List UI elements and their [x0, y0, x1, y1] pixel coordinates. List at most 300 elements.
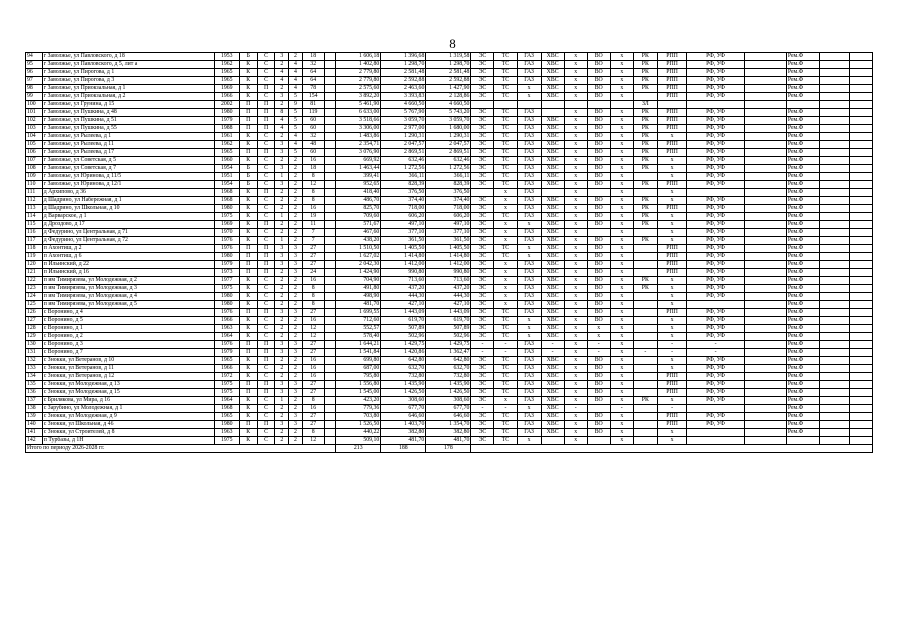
table-cell: 677,70	[381, 405, 426, 413]
table-cell: К	[239, 317, 257, 325]
table-cell	[324, 357, 336, 365]
table-cell: Рем.Ф	[786, 285, 820, 293]
table-cell: С	[257, 285, 275, 293]
table-cell: РПП	[657, 253, 686, 261]
table-cell: х	[564, 365, 587, 373]
table-cell: 1	[275, 237, 289, 245]
table-cell: ХВС	[541, 429, 564, 437]
table-cell: 1970	[214, 229, 239, 237]
table-cell: ВО	[587, 253, 610, 261]
table-row	[26, 205, 873, 213]
table-cell: Рем.Ф	[786, 133, 820, 141]
table-cell: ВО	[587, 165, 610, 173]
total-area2: 178	[426, 445, 471, 453]
table-cell: К	[239, 429, 257, 437]
table-cell: х	[610, 181, 633, 189]
table-cell: 107	[26, 157, 43, 165]
table-cell: -	[494, 405, 517, 413]
table-cell: 3	[275, 93, 289, 101]
table-cell: ТС	[494, 309, 517, 317]
table-cell: ВО	[587, 85, 610, 93]
table-cell: 2	[289, 181, 303, 189]
table-cell: РФ, УФ	[687, 237, 745, 245]
table-cell: х	[494, 277, 517, 285]
table-cell: 2 354,71	[336, 141, 381, 149]
table-cell: 374,40	[426, 197, 471, 205]
table-cell: 491,80	[336, 285, 381, 293]
table-cell: ГАЗ	[517, 77, 541, 85]
table-cell: ТС	[494, 437, 517, 445]
table-cell: 131	[26, 349, 43, 357]
table-cell: ГАЗ	[517, 197, 541, 205]
table-cell: с Знокки, ул Ветеранов, д 11	[42, 365, 214, 373]
table-cell	[633, 325, 657, 333]
table-cell: 502,96	[426, 333, 471, 341]
table-cell: д Федурино, ул Центральная, д 71	[42, 229, 214, 237]
table-cell: х	[610, 125, 633, 133]
table-cell: ВО	[587, 301, 610, 309]
table-cell	[541, 101, 564, 109]
table-cell: ЭС	[471, 205, 494, 213]
table-cell: х	[610, 133, 633, 141]
table-cell-empty	[849, 229, 872, 237]
table-cell: 3	[289, 389, 303, 397]
table-cell	[324, 253, 336, 261]
table-cell: -	[564, 405, 587, 413]
table-cell: -	[494, 341, 517, 349]
table-cell: ХВС	[541, 325, 564, 333]
table-cell: РФ, УФ	[687, 149, 745, 157]
table-cell: ВО	[587, 221, 610, 229]
table-cell	[541, 437, 564, 445]
table-cell: -	[610, 405, 633, 413]
table-cell: 135	[26, 381, 43, 389]
table-cell: 1 298,70	[426, 61, 471, 69]
table-cell: х	[494, 205, 517, 213]
table-cell: ЭС	[471, 245, 494, 253]
table-cell: К	[239, 293, 257, 301]
table-cell-empty	[820, 245, 849, 253]
table-cell: С	[257, 205, 275, 213]
table-cell: С	[257, 373, 275, 381]
table-cell	[324, 349, 336, 357]
table-cell-empty	[849, 141, 872, 149]
table-row	[26, 117, 873, 125]
table-cell: х	[657, 317, 686, 325]
table-cell: г Заволжье, ул Рылеева, д 1	[42, 133, 214, 141]
table-cell: -	[587, 349, 610, 357]
table-cell: 115	[26, 221, 43, 229]
table-cell: 12	[302, 325, 324, 333]
table-cell: 3	[275, 181, 289, 189]
table-cell: ЭС	[471, 333, 494, 341]
table-cell: РПП	[657, 245, 686, 253]
table-cell: 3 892,20	[336, 93, 381, 101]
table-cell: х	[657, 285, 686, 293]
table-cell: 8	[302, 197, 324, 205]
table-cell: 2	[275, 197, 289, 205]
table-cell: 140	[26, 421, 43, 429]
table-cell: х	[610, 357, 633, 365]
table-cell: РФ, УФ	[687, 61, 745, 69]
table-row	[26, 245, 873, 253]
table-cell-empty	[849, 157, 872, 165]
table-cell: К	[239, 205, 257, 213]
table-cell: 2	[289, 429, 303, 437]
table-cell: 1 272,56	[381, 165, 426, 173]
table-cell: 3 076,90	[336, 149, 381, 157]
table-row	[26, 125, 873, 133]
table-cell: 117	[26, 237, 43, 245]
table-cell: х	[657, 277, 686, 285]
table-cell: 2 977,00	[381, 125, 426, 133]
table-cell	[633, 93, 657, 101]
table-cell: 481,70	[381, 437, 426, 445]
table-cell: ВО	[587, 181, 610, 189]
table-cell: х	[564, 85, 587, 93]
table-cell: х	[517, 325, 541, 333]
table-cell: х	[517, 405, 541, 413]
table-cell: ГАЗ	[517, 69, 541, 77]
table-cell: 1 272,56	[426, 165, 471, 173]
table-cell	[744, 309, 786, 317]
table-cell-empty	[849, 389, 872, 397]
table-cell: Рем.Ф	[786, 149, 820, 157]
table-row	[26, 405, 873, 413]
table-cell	[324, 77, 336, 85]
table-cell: РК	[633, 157, 657, 165]
table-row	[26, 293, 873, 301]
table-cell: х	[610, 69, 633, 77]
table-cell: 3	[289, 341, 303, 349]
table-row	[26, 149, 873, 157]
table-cell: 2 575,60	[336, 85, 381, 93]
table-cell: 632,46	[381, 157, 426, 165]
table-cell: С	[257, 229, 275, 237]
table-cell: 497,10	[381, 221, 426, 229]
table-cell: 606,20	[426, 213, 471, 221]
table-cell: 16	[302, 277, 324, 285]
table-cell: г Заволжье, ул Пушкина, д 48	[42, 109, 214, 117]
table-cell: ГАЗ	[517, 205, 541, 213]
table-cell: РФ, УФ	[687, 181, 745, 189]
table-cell: ВО	[587, 53, 610, 61]
table-cell: 1 290,31	[381, 133, 426, 141]
table-cell	[324, 141, 336, 149]
table-cell: К	[239, 413, 257, 421]
table-cell: РФ, УФ	[687, 213, 745, 221]
table-cell: Б	[239, 173, 257, 181]
table-cell: х	[657, 333, 686, 341]
table-cell: С	[257, 157, 275, 165]
table-row	[26, 229, 873, 237]
table-cell-empty	[849, 53, 872, 61]
table-cell: ВО	[587, 173, 610, 181]
table-cell: х	[657, 293, 686, 301]
table-cell: 64	[302, 77, 324, 85]
table-cell: К	[239, 85, 257, 93]
table-cell: Рем.Ф	[786, 165, 820, 173]
table-cell	[744, 349, 786, 357]
table-cell-empty	[820, 157, 849, 165]
table-cell: ВО	[587, 205, 610, 213]
table-cell: РФ, УФ	[687, 269, 745, 277]
table-cell: С	[257, 165, 275, 173]
table-cell: С	[257, 397, 275, 405]
table-cell: 3	[275, 149, 289, 157]
table-cell	[744, 53, 786, 61]
table-cell: 154	[302, 93, 324, 101]
table-cell: х	[610, 237, 633, 245]
table-cell: 11	[302, 221, 324, 229]
table-cell: х	[564, 53, 587, 61]
table-cell: 3	[275, 389, 289, 397]
table-cell: 2	[289, 237, 303, 245]
table-cell: 552,57	[336, 325, 381, 333]
table-cell: с Знокки, ул Ветеранов, д 10	[42, 357, 214, 365]
table-cell: 438,20	[336, 237, 381, 245]
table-cell: 112	[26, 197, 43, 205]
table-cell: ХВС	[541, 397, 564, 405]
table-row	[26, 373, 873, 381]
table-row	[26, 141, 873, 149]
table-cell-empty	[820, 341, 849, 349]
table-cell: 2	[289, 405, 303, 413]
table-cell-empty	[820, 117, 849, 125]
table-cell: 1951	[214, 173, 239, 181]
table-cell	[744, 277, 786, 285]
table-cell: С	[257, 437, 275, 445]
table-cell: РПП	[657, 69, 686, 77]
table-cell: РК	[633, 61, 657, 69]
table-cell-empty	[849, 133, 872, 141]
table-cell: П	[257, 357, 275, 365]
table-cell: С	[257, 53, 275, 61]
table-cell	[744, 253, 786, 261]
table-cell: К	[239, 333, 257, 341]
table-cell: 1976	[214, 309, 239, 317]
table-cell: 1976	[214, 341, 239, 349]
table-cell: ГАЗ	[517, 133, 541, 141]
table-cell: ЭС	[471, 365, 494, 373]
table-cell: С	[257, 61, 275, 69]
table-cell: г Заволжье, ул Рылеева, д 11	[42, 141, 214, 149]
table-cell: 1 424,90	[336, 269, 381, 277]
table-cell: 2	[275, 429, 289, 437]
table-cell	[324, 309, 336, 317]
table-cell: 27	[302, 253, 324, 261]
table-cell: 109	[26, 173, 43, 181]
table-cell: РФ, УФ	[687, 397, 745, 405]
table-cell: РК	[633, 85, 657, 93]
table-cell: Рем.Ф	[786, 429, 820, 437]
table-cell: 2	[289, 165, 303, 173]
table-cell	[324, 245, 336, 253]
table-cell: 377,10	[381, 229, 426, 237]
table-cell: 114	[26, 213, 43, 221]
table-cell: П	[257, 381, 275, 389]
table-row	[26, 285, 873, 293]
table-cell: П	[257, 349, 275, 357]
table-cell: ХВС	[541, 141, 564, 149]
table-cell: ГАЗ	[517, 373, 541, 381]
table-cell: ХВС	[541, 389, 564, 397]
table-cell: ЭС	[471, 141, 494, 149]
table-cell: 3	[275, 341, 289, 349]
table-cell: ХВС	[541, 213, 564, 221]
table-cell: ГАЗ	[517, 365, 541, 373]
table-cell: х	[564, 197, 587, 205]
table-cell: 8	[302, 429, 324, 437]
table-cell: РК	[633, 181, 657, 189]
table-cell: х	[564, 133, 587, 141]
table-cell: 713,60	[426, 277, 471, 285]
table-cell: П	[257, 261, 275, 269]
table-cell-empty	[820, 405, 849, 413]
table-cell: ГАЗ	[517, 117, 541, 125]
table-cell: 1	[275, 173, 289, 181]
table-cell: 5	[289, 93, 303, 101]
table-cell: г Заволжье, ул Пушкина, д 51	[42, 117, 214, 125]
table-row	[26, 421, 873, 429]
table-cell: 2	[289, 373, 303, 381]
table-cell: РФ, УФ	[687, 157, 745, 165]
table-cell: х	[610, 389, 633, 397]
table-cell-empty	[849, 365, 872, 373]
table-cell: ЭС	[471, 301, 494, 309]
table-cell: К	[239, 325, 257, 333]
table-cell: 1 463,44	[336, 165, 381, 173]
table-cell: ХВС	[541, 77, 564, 85]
table-cell: 1 298,70	[381, 61, 426, 69]
table-cell: г Заволжье, ул Павловского, д 18	[42, 53, 214, 61]
table-cell: п Ахонтиш, д 6	[42, 253, 214, 261]
table-cell: 1980	[214, 293, 239, 301]
table-cell: ЭС	[471, 149, 494, 157]
table-cell: 1963	[214, 325, 239, 333]
table-cell: С	[257, 325, 275, 333]
table-cell: П	[239, 125, 257, 133]
table-cell: 2	[289, 205, 303, 213]
table-cell: 2	[275, 325, 289, 333]
table-cell: ТС	[494, 373, 517, 381]
table-cell: с Знокки, ул Ветеранов, д 12	[42, 373, 214, 381]
table-cell: 1965	[214, 149, 239, 157]
table-cell: 2	[275, 333, 289, 341]
table-cell: 1960	[214, 157, 239, 165]
table-cell: х	[610, 413, 633, 421]
table-cell: ТС	[494, 181, 517, 189]
table-cell	[587, 437, 610, 445]
table-cell: ХВС	[541, 221, 564, 229]
table-cell: ЭС	[471, 93, 494, 101]
table-cell: 1979	[214, 261, 239, 269]
table-cell: Рем.Ф	[786, 189, 820, 197]
table-cell: 2	[275, 365, 289, 373]
table-cell-empty	[820, 109, 849, 117]
table-cell: ГАЗ	[517, 61, 541, 69]
table-cell-empty	[849, 437, 872, 445]
table-cell-empty	[820, 229, 849, 237]
table-cell-empty	[820, 285, 849, 293]
table-cell: ХВС	[541, 309, 564, 317]
table-cell-empty	[849, 181, 872, 189]
table-cell: РФ, УФ	[687, 205, 745, 213]
table-cell: ЭС	[471, 421, 494, 429]
table-cell: п Ахонтиш, д 2	[42, 245, 214, 253]
table-cell: ХВС	[541, 53, 564, 61]
table-cell: 828,39	[381, 181, 426, 189]
table-cell: С	[257, 301, 275, 309]
table-cell: х	[517, 93, 541, 101]
table-cell: х	[564, 309, 587, 317]
table-cell: 123	[26, 285, 43, 293]
table-cell: К	[239, 141, 257, 149]
table-cell: ГАЗ	[517, 125, 541, 133]
table-cell	[324, 181, 336, 189]
table-cell	[324, 341, 336, 349]
table-cell: ГАЗ	[517, 397, 541, 405]
table-cell: 2	[275, 269, 289, 277]
table-cell: х	[610, 437, 633, 445]
table-cell: РК	[633, 125, 657, 133]
table-cell: д Архипово, д 36	[42, 189, 214, 197]
table-cell: 3	[289, 261, 303, 269]
table-cell: 990,80	[381, 269, 426, 277]
table-cell-empty	[849, 253, 872, 261]
table-cell	[324, 229, 336, 237]
table-cell: РФ, УФ	[687, 165, 745, 173]
table-cell: РПП	[657, 389, 686, 397]
table-cell: Рем.Ф	[786, 397, 820, 405]
table-cell-empty	[820, 93, 849, 101]
table-cell: 103	[26, 125, 43, 133]
table-cell: РК	[633, 53, 657, 61]
table-row	[26, 397, 873, 405]
table-cell: ВО	[587, 429, 610, 437]
table-cell	[744, 421, 786, 429]
table-cell: 1988	[214, 125, 239, 133]
total-row	[26, 445, 873, 453]
table-cell	[324, 93, 336, 101]
table-cell: 2 042,30	[336, 261, 381, 269]
table-cell: 308,60	[426, 397, 471, 405]
table-cell: 2	[289, 53, 303, 61]
table-cell: 3 306,00	[336, 125, 381, 133]
table-cell-empty	[820, 269, 849, 277]
table-row	[26, 309, 873, 317]
table-cell: ЭС	[471, 133, 494, 141]
table-cell: 444,30	[381, 293, 426, 301]
table-cell: 1962	[214, 61, 239, 69]
table-cell	[633, 429, 657, 437]
table-cell: РФ, УФ	[687, 413, 745, 421]
table-cell: 423,20	[336, 397, 381, 405]
table-cell: 126	[26, 309, 43, 317]
table-cell: -	[657, 341, 686, 349]
table-cell: ХВС	[541, 405, 564, 413]
table-cell: 361,50	[381, 237, 426, 245]
table-cell: х	[657, 437, 686, 445]
table-cell: 130	[26, 341, 43, 349]
table-cell: 32	[302, 61, 324, 69]
table-cell: 122	[26, 277, 43, 285]
table-cell-empty	[849, 93, 872, 101]
table-cell: С	[257, 69, 275, 77]
table-cell	[324, 325, 336, 333]
table-cell	[324, 149, 336, 157]
table-cell: К	[239, 373, 257, 381]
